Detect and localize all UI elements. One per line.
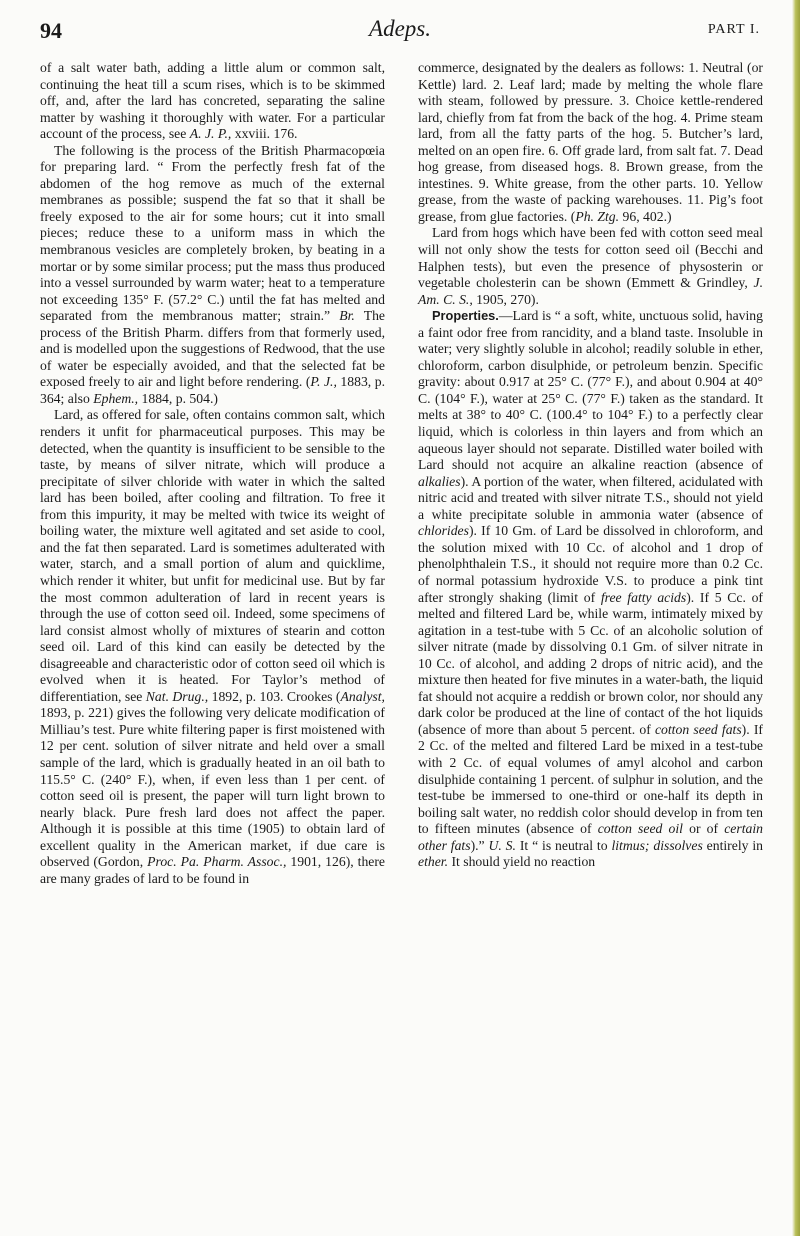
paragraph: Lard, as offered for sale, often contains common salt, which renders it unfit for pharmaceutical purposes. This may be detected, when the quantity is insufficient to be sensible to the taste, by means of silver nitrate, which will produce a precipitate of silver chloride with water in which the salted lard has been boiled, after cooling and filtration. To free it from this impurity, it may be melted with twice its weight of boiling water, the mixture well agitated and set aside to cool, and the fat then separated. Lard is sometimes adulterated with water, starch, and a small portion of alum and quicklime, which render it whiter, but unfit for medicinal use. But by far the most common adulteration of lard in recent years is through the use of cotton seed oil. Indeed, some specimens of lard consist almost wholly of mixtures of stearin and cotton seed oil. Lard of this kind can easily be detected by the disagreeable and characteristic odor of cotton seed oil which is evolved when it is heated. For Taylor’s method of differentiation, see Nat. Drug., 1892, p. 103. Crookes (Analyst, 1893, p. 221) gives the following very delicate modification of Milliau’s test. Pure white filtering paper is first moistened with 12 per cent. solution of silver nitrate and held over a small sample of the lard, which is gradually heated in an oil bath to 115.5° C. (240° F.), when, if even less than 1 per cent. of cotton seed oil is present, the paper will turn light brown to nearly black. Pure fresh lard does not affect the paper. Although it is possible at this time (1905) to obtain lard of excellent quality in the American market, if due care is observed (Gordon, Proc. Pa. Pharm. Assoc., 1901, 126), there are many grades of lard to be found in xyxy=(40,407,385,886)
paragraph: commerce, designated by the dealers as follows: 1. Neutral (or Kettle) lard. 2. Leaf lard; made by melting the whole flare with steam, followed by pressure. 3. Choice kettle-rendered lard, chiefly from fat from the back of the hog. 4. Prime steam lard, from all the fatty parts of the hog. 5. Butcher’s lard, melted on an open fire. 6. Off grade lard, from salt fat. 7. Dead hog grease, from diseased hogs. 8. Brown grease, from the intestines. 9. White grease, from the other parts. 10. Yellow grease, from the waste of packing warehouses. 11. Pig’s foot grease, from glue factories. (Ph. Ztg. 96, 402.) xyxy=(418,60,763,224)
left-column xyxy=(40,60,385,887)
part-label: PART I. xyxy=(707,22,760,37)
paragraph-properties: Properties.—Lard is “ a soft, white, unctuous solid, having a faint odor free from rancidity, and a bland taste. Insoluble in water; very slightly soluble in alcohol; readily soluble in ether, chloroform, carbon disulphide, or petroleum benzin. Specific gravity: about 0.917 at 25° C. (77° F.), and about 0.904 at 40° C. (104° F.), water at 25° C. (77° F.) taken as the standard. It melts at 38° to 40° C. (100.4° to 104° F.) to a perfectly clear liquid, which is colorless in thin layers and from which an aqueous layer should not separate. Distilled water boiled with Lard should not acquire an alkaline reaction (absence of alkalies). A portion of the water, when filtered, acidulated with nitric acid and treated with silver nitrate T.S., should not yield a white precipitate soluble in ammonia water (absence of chlorides). If 10 Gm. of Lard be dissolved in chloroform, and the solution mixed with 10 Cc. of alcohol and 1 drop of phenolphthalein T.S., it should not require more than 0.2 Cc. of normal potassium hydroxide V.S. to produce a pink tint after strongly shaking (limit of free fatty acids). If 5 Cc. of melted and filtered Lard be, while warm, intimately mixed by agitation in a test-tube with 5 Cc. of an alcoholic solution of silver nitrate (made by dissolving 0.1 Gm. of silver nitrate in 10 Cc. of alcohol, and adding 2 drops of nitric acid), and the mixture then heated for five minutes in a water-bath, the liquid fat should not acquire a reddish or brown color, nor should any dark color be produced at the line of contact of the hot liquids (absence of more than about 5 percent. of cotton seed fats). If 2 Cc. of the melted and filtered Lard be mixed in a test-tube with 2 Cc. of equal volumes of amyl alcohol and carbon disulphide containing 1 percent. of sulphur in solution, and the test-tube be immersed to one-third or one-half its depth in boiling salt water, no reddish color should develop in from ten to fifteen minutes (absence of cotton seed oil or of certain other fats).” U. S. It “ is neutral to litmus; dissolves entirely in ether. It should yield no reaction xyxy=(418,308,764,870)
paragraph: The following is the process of the British Pharmacopœia for preparing lard. “ From the perfectly fresh fat of the abdomen of the hog remove as much of the external membranes as possible; suspend the fat so that it shall be freely exposed to the air for some hours; cut it into small pieces; reduce these to a uniform mass in which the membranous vesicles are completely broken, by beating in a mortar or by some similar process; put the mass thus produced into a vessel surrounded by warm water; heat to a temperature not exceeding 135° F. (57.2° C.) until the fat has melted and separated from the membranous matter; strain.” Br. The process of the British Pharm. differs from that formerly used, and is modelled upon the suggestions of Redwood, that the use of water be especially avoided, and that the selected fat be exposed freely to air and light before rendering. (P. J., 1883, p. 364; also Ephem., 1884, p. 504.) xyxy=(40,142,386,406)
running-title: Adeps. xyxy=(369,16,431,41)
page-number: 94 xyxy=(40,18,62,43)
page-header xyxy=(40,14,760,44)
section-heading: Properties. xyxy=(432,308,499,324)
paragraph: of a salt water bath, adding a little alum or common salt, continuing the heat till a scum rises, which is to be skimmed off, and, after the lard has concreted, separating the saline matter by washing it thoroughly with water. For a particular account of the process, see A. J. P., xxviii. 176. xyxy=(40,60,385,142)
paragraph: Lard from hogs which have been fed with cotton seed meal will not only show the tests for cotton seed oil (Becchi and Halphen tests), but even the presence of physosterin or vegetable cholesterin can be shown (Emmett & Grindley, J. Am. C. S., 1905, 270). xyxy=(418,225,763,307)
page-edge-shadow xyxy=(792,0,800,1236)
right-column xyxy=(418,60,763,871)
